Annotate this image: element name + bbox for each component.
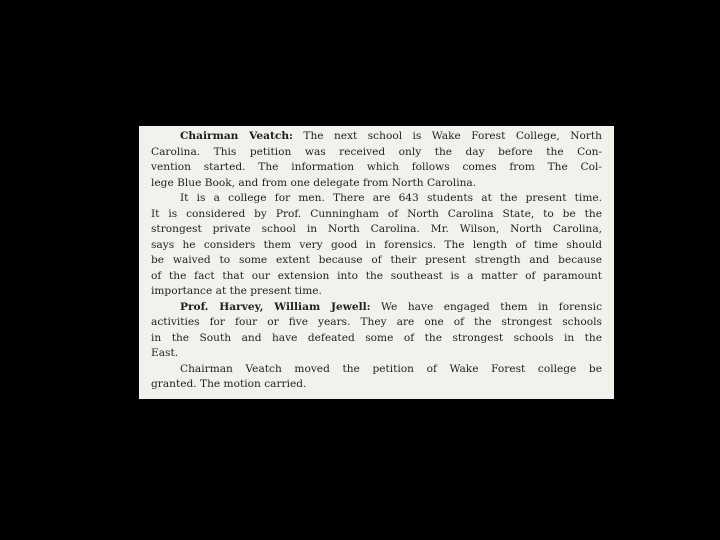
scanned-document xyxy=(139,126,614,399)
speaker-name: Prof. Harvey, William Jewell: xyxy=(180,300,371,313)
text-line: vention started. The information which follows comes from The Col- xyxy=(151,161,602,173)
text-line: It is a college for men. There are 643 students at the present time. xyxy=(180,192,602,204)
text-line xyxy=(151,129,602,145)
text-line: East. xyxy=(151,347,179,359)
text-line xyxy=(151,300,602,316)
text-line: activities for four or five years. They are one of the strongest schools xyxy=(151,316,602,328)
text-line: Carolina. This petition was received only the day before the Con- xyxy=(151,145,602,158)
text-line: Chairman Veatch moved the petition of Wake Forest college be xyxy=(180,362,602,375)
text-line: lege Blue Book, and from one delegate from North Carolina. xyxy=(151,176,477,189)
text-line: It is considered by Prof. Cunningham of North Carolina State, to be the xyxy=(151,207,602,220)
text-line-content: The next school is Wake Forest College, North xyxy=(292,130,602,142)
speaker-name: Chairman Veatch: xyxy=(180,130,293,142)
text-line: importance at the present time. xyxy=(151,285,322,297)
text-line: granted. The motion carried. xyxy=(151,378,307,390)
text-line: in the South and have defeated some of the strongest schools in the xyxy=(151,331,602,344)
text-line-content: We have engaged them in forensic xyxy=(370,300,602,313)
text-line: says he considers them very good in forensics. The length of time should xyxy=(151,238,602,251)
text-line: strongest private school in North Carolina. Mr. Wilson, North Carolina, xyxy=(151,223,602,235)
text-line: be waived to some extent because of their present strength and because xyxy=(151,254,602,266)
text-line: of the fact that our extension into the southeast is a matter of paramount xyxy=(151,269,602,282)
